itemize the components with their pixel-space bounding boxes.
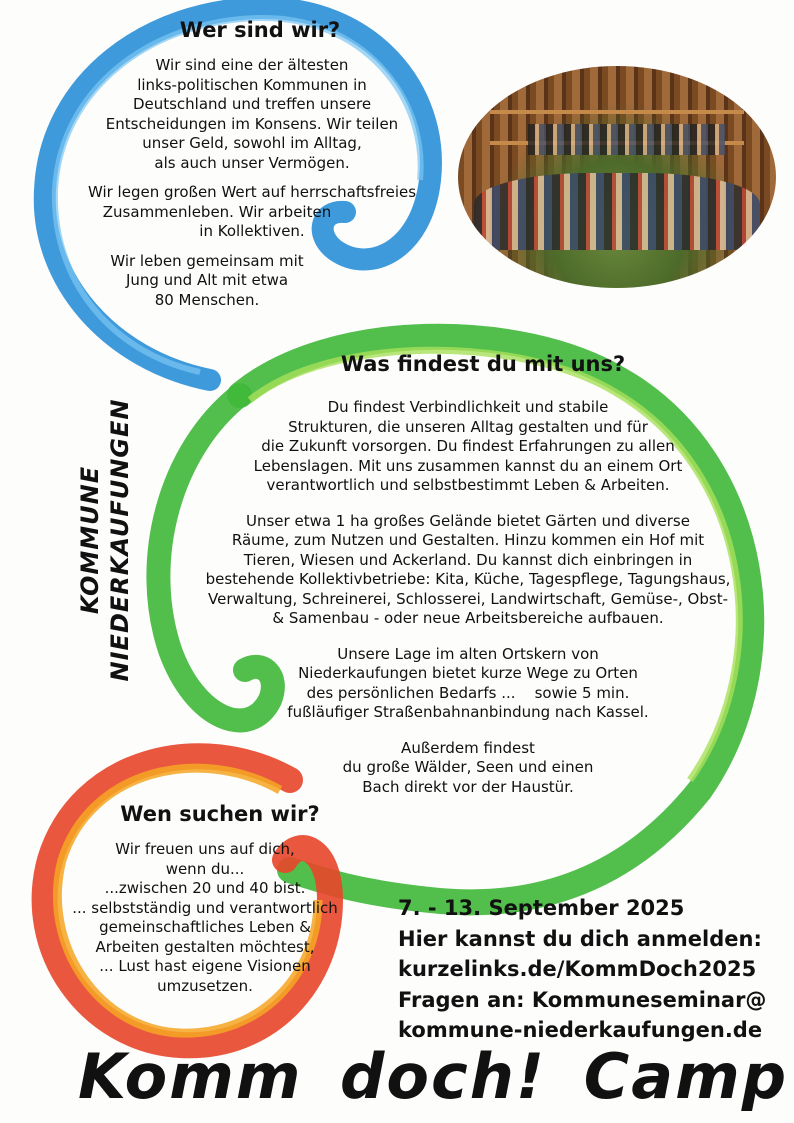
text-line: Wir legen großen Wert auf herrschaftsfreies xyxy=(87,183,417,201)
text-line: 80 Menschen. xyxy=(154,290,260,309)
text-line: Wir freuen uns auf dich, xyxy=(115,840,295,858)
text-line: links-politischen Kommunen in xyxy=(137,75,367,94)
signup-label: Hier kannst du dich anmelden: xyxy=(398,926,762,951)
text-line: bestehende Kollektivbetriebe: Kita, Küche, Tagespflege, Tagungshaus, xyxy=(205,570,731,588)
what-text xyxy=(206,398,731,807)
text-line: Unser etwa 1 ha großes Gelände bietet Gärten und diverse xyxy=(246,511,690,530)
text-line: ... Lust hast eigene Visionen xyxy=(99,957,311,975)
text-line: in Kollektiven. xyxy=(199,222,305,240)
text-line: umzusetzen. xyxy=(157,976,253,995)
text-line: Verwaltung, Schreinerei, Schlosserei, Landwirtschaft, Gemüse-, Obst- xyxy=(207,589,728,608)
text-line: Unsere Lage im alten Ortskern von xyxy=(337,644,599,663)
text-line: ...zwischen 20 und 40 bist. xyxy=(104,879,306,897)
whom-heading: Wen suchen wir? xyxy=(120,802,320,826)
text-line: verantwortlich und selbstbestimmt Leben & Arbeiten. xyxy=(266,476,670,494)
event-dates: 7. - 13. September 2025 xyxy=(398,896,685,920)
text-line: Deutschland und treffen unsere xyxy=(132,95,372,113)
people-on-balcony xyxy=(528,124,725,155)
text-line: ... selbstständig und verantwortlich xyxy=(72,898,338,917)
text-line: Arbeiten gestalten möchtest, xyxy=(95,937,315,956)
text-line: gemeinschaftliches Leben & xyxy=(99,918,311,936)
text-line: des persönlichen Bedarfs ... sowie 5 min. xyxy=(306,683,630,702)
text-line: Zusammenleben. Wir arbeiten xyxy=(102,202,332,221)
text-line: fußläufiger Straßenbahnanbindung nach Kassel. xyxy=(287,703,649,721)
contact-email-line1[interactable]: Fragen an: Kommuneseminar@ xyxy=(398,987,767,1012)
text-line: unser Geld, sowohl im Alltag, xyxy=(142,134,362,152)
logo-line: NIEDERKAUFUNGEN xyxy=(106,398,134,682)
text-line: Bach direkt vor der Haustür. xyxy=(362,777,574,796)
text-line: & Samenbau - oder neue Arbeitsbereiche aufbauen. xyxy=(272,609,664,627)
text-line: die Zukunft vorsorgen. Du findest Erfahrungen zu allen xyxy=(261,437,675,455)
text-line: du große Wälder, Seen und einen xyxy=(342,758,594,776)
text-line: Wir leben gemeinsam mit xyxy=(110,251,304,270)
poster-title: Komm doch! Camp xyxy=(78,1040,789,1113)
text-line: als auch unser Vermögen. xyxy=(154,153,350,172)
group-photo xyxy=(458,66,776,288)
logo-line: KOMMUNE xyxy=(76,465,104,615)
text-line: Entscheidungen im Konsens. Wir teilen xyxy=(105,114,399,133)
text-line: wenn du... xyxy=(165,859,245,878)
event-info xyxy=(398,893,766,1046)
text-line: Jung und Alt mit etwa xyxy=(125,271,289,289)
signup-link[interactable]: kurzelinks.de/KommDoch2025 xyxy=(398,957,757,981)
who-text xyxy=(88,56,416,320)
what-heading: Was findest du mit uns? xyxy=(340,352,626,376)
text-line: Niederkaufungen bietet kurze Wege zu Orten xyxy=(298,664,638,682)
text-line: Tieren, Wiesen und Ackerland. Du kannst dich einbringen in xyxy=(243,550,693,569)
people-group xyxy=(474,173,760,251)
text-line: Räume, zum Nutzen und Gestalten. Hinzu kommen ein Hof mit xyxy=(231,531,705,549)
text-line: Strukturen, die unseren Alltag gestalten und für xyxy=(288,417,648,436)
whom-text xyxy=(72,840,338,996)
text-line: Außerdem findest xyxy=(401,738,535,757)
kommune-niederkaufungen-logo xyxy=(75,399,135,682)
who-heading: Wer sind wir? xyxy=(179,18,341,42)
text-line: Wir sind eine der ältesten xyxy=(155,56,349,74)
contact-email-line2[interactable]: kommune-niederkaufungen.de xyxy=(398,1018,763,1042)
text-line: Du findest Verbindlichkeit und stabile xyxy=(327,398,609,416)
text-line: Lebenslagen. Mit uns zusammen kannst du an einem Ort xyxy=(253,456,683,475)
